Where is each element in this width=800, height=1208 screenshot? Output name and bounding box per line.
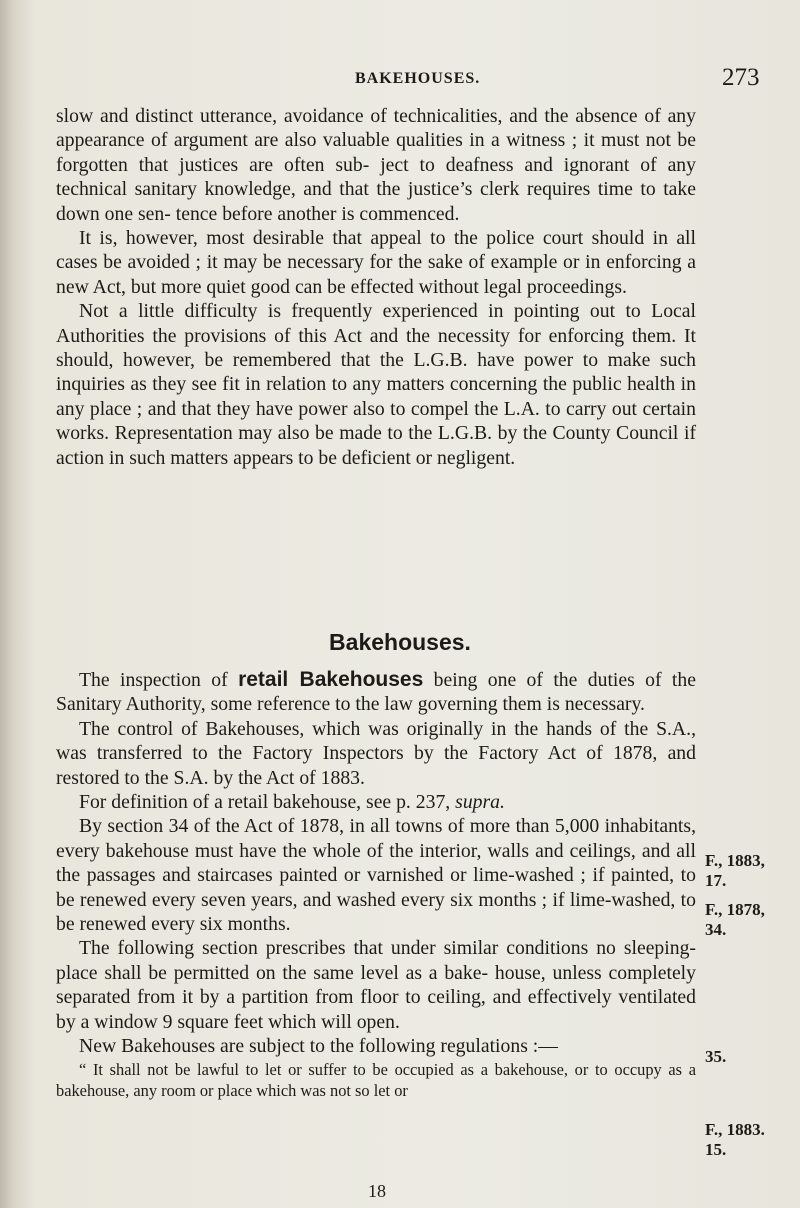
paragraph-lead: For definition of a retail bakehouse, see p. 237, (79, 791, 451, 814)
paragraph: Not a little difficulty is frequently experienced in pointing out to Local Authorities the provisions of this Act and the necessity for enforcing them. It should, however, be remembered that the L.G.B. have power to make such inquiries as they see fit in relation to any matters concerning the public health in any place ; and that they have power also to compel the L.A. to carry out certain works. Representation may also be made to the L.G.B. by the County Council if action in such matters appears to be deficient or negligent. (56, 300, 696, 469)
paragraph: The following section prescribes that under similar conditions no sleeping-place shall be permitted on the same level as a bake- house, unless completely separated from it by a partition from floor to ceiling, and effectively ventilated by a window 9 square feet which will open. (56, 937, 696, 1033)
paragraph: slow and distinct utterance, avoidance of technicalities, and the absence of any appearance of argument are also valuable qualities in a witness ; it must not be forgotten that justices are often sub- ject to deafness and ignorant of any technical sanitary knowledge, and that the justice’s clerk requires time to take down one sen- tence before another is commenced. (56, 105, 696, 225)
margin-note: 35. (705, 1047, 727, 1066)
paragraph: It is, however, most desirable that appeal to the police court should in all cases be avoided ; it may be necessary for the sake of example or in enforcing a new Act, but more quiet good can be effected without legal proceedings. (56, 227, 696, 298)
page-number: 273 (722, 64, 760, 91)
quoted-regulation: “ It shall not be lawful to let or suffer to be occupied as a bakehouse, or to occupy as a bakehouse, any room or place which was not so let or (56, 1059, 696, 1100)
margin-note: F., 1878, 34. (705, 900, 765, 939)
margin-note: F., 1883, 17. (705, 851, 765, 890)
paragraph: The control of Bakehouses, which was originally in the hands of the S.A., was transferred to the Factory Inspectors by the Factory Act of 1878, and restored to the S.A. by the Act of 1883. (56, 717, 696, 789)
margin-note: F., 1883. 15. (705, 1120, 765, 1159)
paragraph: By section 34 of the Act of 1878, in all towns of more than 5,000 inhabitants, every bakehouse must have the whole of the interior, walls and ceilings, and all the passages and staircases painted or varnished or lime-washed ; if painted, to be renewed every seven years, and washed every six months ; if lime-washed, to be renewed every six months. (56, 815, 696, 936)
emphasis-text: retail Bakehouses (238, 668, 424, 691)
section-heading: Bakehouses. (329, 629, 471, 655)
running-head (0, 64, 800, 94)
bakehouses-text (56, 668, 696, 1101)
paragraph: New Bakehouses are subject to the following regulations :— (79, 1035, 558, 1058)
italic-text: supra. (455, 791, 505, 814)
intro-text (56, 104, 696, 470)
paragraph-lead: The inspection of (79, 669, 228, 691)
paragraph-rest: being one of the duties of the Sanitary Authority, some reference to the law governing them is necessary. (56, 669, 696, 716)
paragraph (56, 790, 696, 814)
signature-mark: 18 (368, 1181, 386, 1201)
running-title: BAKEHOUSES. (355, 70, 481, 87)
paragraph (56, 668, 696, 717)
